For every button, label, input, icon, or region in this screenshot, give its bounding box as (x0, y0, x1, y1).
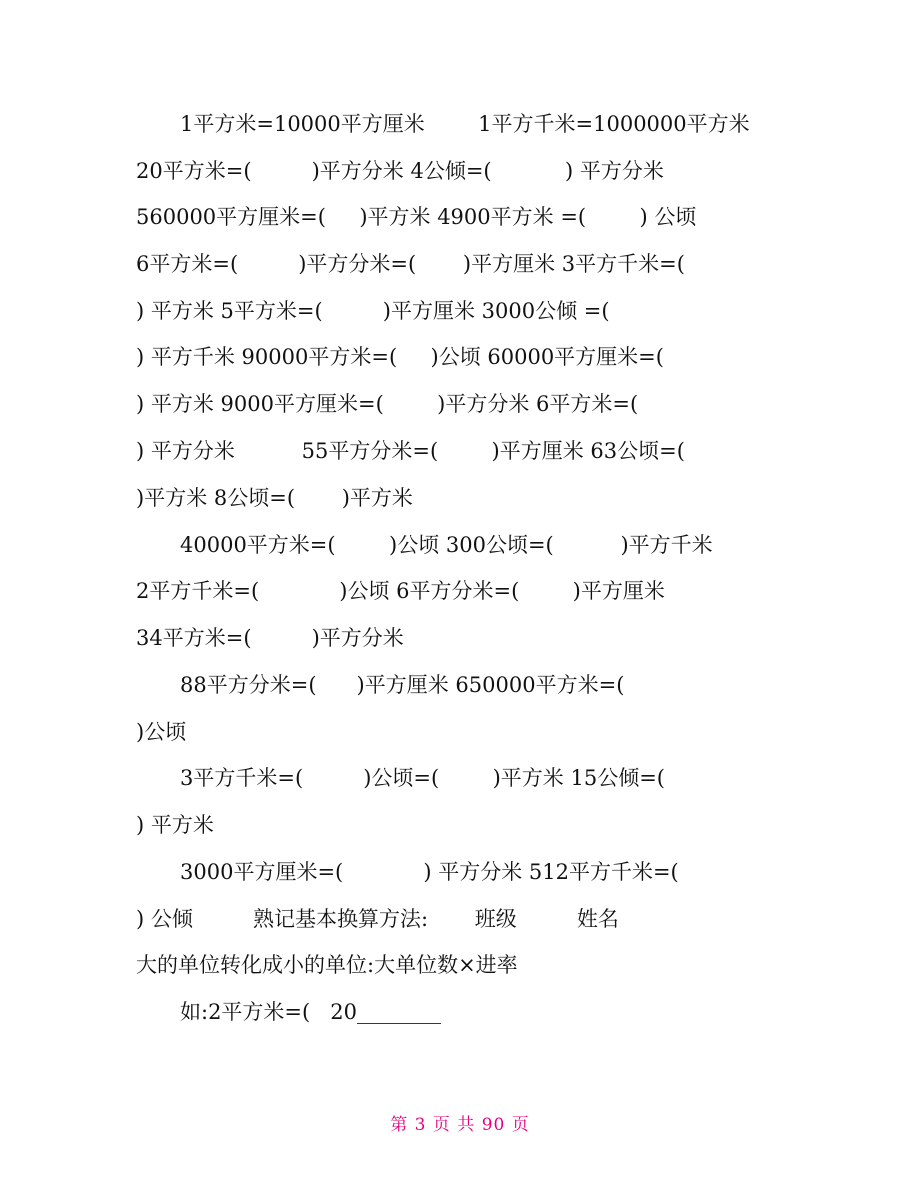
text-line: 34平方米=( )平方分米 (136, 626, 404, 650)
text-line: 2平方千米=( )公顷 6平方分米=( )平方厘米 (136, 579, 665, 603)
page-number-footer: 第 3 页 共 90 页 (390, 1115, 530, 1135)
text-line: ) 公倾 熟记基本换算方法: 班级 姓名 (136, 907, 619, 931)
text-line: )平方米 8公顷=( )平方米 (136, 486, 413, 510)
text-line: 560000平方厘米=( )平方米 4900平方米 =( ) 公顷 (136, 205, 697, 229)
text-line: 大的单位转化成小的单位:大单位数×进率 (136, 953, 518, 977)
text-line: 20平方米=( )平方分米 4公倾=( ) 平方分米 (136, 159, 664, 183)
text-line: )公顷 (136, 720, 187, 744)
text-line: 3平方千米=( )公顷=( )平方米 15公倾=( (180, 766, 665, 790)
text-line: 88平方分米=( )平方厘米 650000平方米=( (180, 673, 625, 697)
text-line: ) 平方千米 90000平方米=( )公顷 60000平方厘米=( (136, 345, 664, 369)
text-line: ) 平方米 9000平方厘米=( )平方分米 6平方米=( (136, 392, 639, 416)
text-line: ) 平方分米 55平方分米=( )平方厘米 63公顷=( (136, 439, 685, 463)
text-line: ) 平方米 5平方米=( )平方厘米 3000公倾 =( (136, 299, 610, 323)
text-line: 1平方米=10000平方厘米 1平方千米=1000000平方米 (180, 112, 750, 136)
text-line: 3000平方厘米=( ) 平方分米 512平方千米=( (180, 860, 679, 884)
text-line: ) 平方米 (136, 813, 214, 837)
text-line: 6平方米=( )平方分米=( )平方厘米 3平方千米=( (136, 252, 685, 276)
text-line: 40000平方米=( )公顷 300公顷=( )平方千米 (180, 533, 713, 557)
text-line: 如:2平方米=( 20________ (180, 1000, 441, 1024)
